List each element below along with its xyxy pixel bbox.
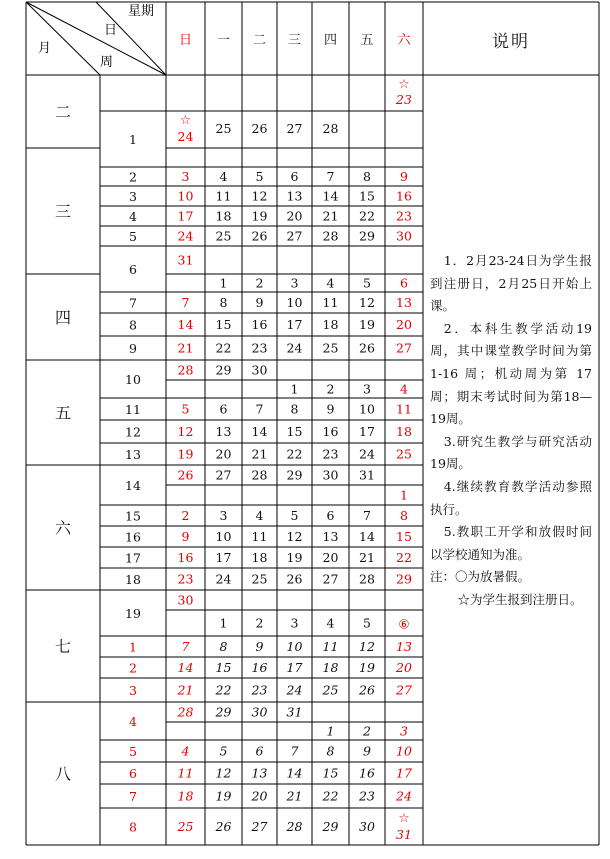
day-cell: 1 <box>400 487 408 503</box>
day-cell: 28 <box>177 362 194 378</box>
week-number: 6 <box>129 262 137 277</box>
day-cell: 12 <box>251 188 268 204</box>
day-cell: 3 <box>181 169 190 184</box>
day-cell: 26 <box>177 467 194 483</box>
day-cell: 2 <box>326 381 335 397</box>
week-number: 6 <box>129 766 137 781</box>
day-cell: 15 <box>396 529 412 544</box>
day-cell: 15 <box>286 424 303 439</box>
day-cell: 30 <box>396 228 412 244</box>
day-cell: 21 <box>359 550 375 565</box>
day-cell: 28 <box>322 121 339 136</box>
day-cell: 9 <box>400 169 408 184</box>
day-cell: 22 <box>322 788 339 804</box>
day-cell: 4 <box>181 743 190 759</box>
summer-vacation-circle-icon: ⑥ <box>398 616 410 632</box>
header-weekday-label: 星期 <box>128 4 155 19</box>
week-number: 17 <box>125 550 141 566</box>
header-diagonal-2 <box>26 2 100 75</box>
week-number: 18 <box>125 572 141 587</box>
month-label: 五 <box>54 403 72 423</box>
month-label: 八 <box>54 764 72 784</box>
day-cell: 15 <box>215 317 232 332</box>
week-number: 2 <box>129 169 137 185</box>
day-cell: 12 <box>359 639 375 654</box>
week-number: 14 <box>125 478 141 493</box>
day-cell: 3 <box>400 723 408 739</box>
day-cell: 15 <box>359 188 375 204</box>
day-cell: 7 <box>326 169 335 184</box>
day-cell: 21 <box>286 788 303 804</box>
day-cell: 23 <box>322 446 339 462</box>
day-cell: 5 <box>219 743 228 759</box>
day-cell: 10 <box>177 188 194 204</box>
day-cell: 20 <box>322 550 339 565</box>
day-cell: 19 <box>359 317 375 332</box>
day-cell: 27 <box>396 682 412 698</box>
day-cell: 24 <box>177 228 194 244</box>
day-cell: 12 <box>215 765 232 781</box>
day-cell: 6 <box>255 743 264 759</box>
day-cell: 16 <box>359 765 375 781</box>
note-item: ☆为学生报到注册日。 <box>457 591 583 607</box>
day-cell: 23 <box>251 340 268 356</box>
day-cell: 4 <box>400 381 408 397</box>
day-cell: 18 <box>322 660 339 675</box>
day-cell: 5 <box>290 508 299 523</box>
week-number: 7 <box>129 295 137 311</box>
day-cell: 27 <box>286 228 303 244</box>
month-label: 七 <box>54 637 72 656</box>
note-item: 3.研究生教学与研究活动19周。 <box>430 433 592 472</box>
day-cell: 27 <box>322 571 339 587</box>
day-cell: 24 <box>286 340 303 356</box>
day-cell: 18 <box>322 317 339 332</box>
day-cell: 8 <box>326 743 335 759</box>
week-number: 12 <box>125 424 141 440</box>
day-cell: 16 <box>177 550 194 565</box>
day-cell: 7 <box>181 295 190 310</box>
week-number: 4 <box>129 209 137 224</box>
week-number: 7 <box>129 789 137 804</box>
notes-panel <box>430 250 592 612</box>
day-cell: 9 <box>326 401 335 417</box>
day-cell: 13 <box>215 424 232 439</box>
calendar-cells <box>125 76 412 842</box>
day-cell: 31 <box>286 704 303 720</box>
weekday-header: 一 <box>216 33 231 48</box>
weekday-header: 四 <box>323 33 338 48</box>
day-cell: 21 <box>177 682 194 698</box>
day-cell: 13 <box>396 639 412 654</box>
day-cell: 28 <box>286 819 303 834</box>
day-cell: 14 <box>251 424 268 439</box>
day-cell: 24 <box>215 571 232 587</box>
day-cell: 2 <box>363 723 371 739</box>
day-cell: 2 <box>255 615 264 631</box>
week-number: 5 <box>129 744 137 759</box>
day-cell: 3 <box>290 275 299 291</box>
day-cell: 3 <box>290 615 299 631</box>
weekday-header: 三 <box>287 33 302 48</box>
day-cell: 22 <box>286 446 303 462</box>
day-cell: 7 <box>255 401 264 417</box>
day-cell: 19 <box>215 788 232 804</box>
day-cell: 6 <box>400 275 408 291</box>
notes-title: 说明 <box>492 32 530 52</box>
day-cell: 10 <box>215 529 232 544</box>
day-cell: 14 <box>286 765 303 781</box>
day-cell: 12 <box>359 295 375 310</box>
day-cell: 25 <box>177 819 194 834</box>
day-cell: 31 <box>177 252 194 268</box>
day-cell: 19 <box>177 446 194 462</box>
day-cell: 12 <box>177 424 194 439</box>
day-cell: 16 <box>322 424 339 439</box>
week-number: 2 <box>129 660 137 676</box>
week-number: 5 <box>129 229 137 244</box>
day-cell: 11 <box>322 295 339 310</box>
day-cell: 26 <box>215 819 232 834</box>
note-item: 4.继续教育教学活动参照执行。 <box>430 478 592 517</box>
day-cell: 19 <box>251 208 268 224</box>
registration-star-icon: ☆ <box>179 112 192 127</box>
day-cell: 11 <box>177 765 194 781</box>
weekday-headers <box>179 33 412 48</box>
week-number: 13 <box>125 447 141 462</box>
day-cell: 15 <box>322 765 339 781</box>
week-number: 16 <box>125 529 141 545</box>
day-cell: 22 <box>396 550 412 565</box>
weekday-header: 日 <box>178 33 193 48</box>
day-cell: 31 <box>359 467 375 483</box>
day-cell: 14 <box>177 660 194 675</box>
day-cell: 10 <box>286 295 303 310</box>
day-cell: 26 <box>359 682 375 698</box>
day-cell: 4 <box>219 169 228 184</box>
day-cell: 23 <box>396 208 412 224</box>
day-cell: 26 <box>251 228 268 244</box>
day-cell: 8 <box>400 508 408 523</box>
week-number: 11 <box>125 402 141 417</box>
week-number: 8 <box>129 317 137 333</box>
day-cell: 16 <box>251 317 268 332</box>
day-cell: 20 <box>396 660 412 675</box>
day-cell: 27 <box>396 340 412 356</box>
day-cell: 13 <box>286 188 303 204</box>
header-week-label: 周 <box>100 55 114 70</box>
note-item: 注：〇为放暑假。 <box>430 569 531 585</box>
day-cell: 28 <box>177 704 194 720</box>
day-cell: 17 <box>396 765 412 781</box>
note-item: 2．本科生教学活动19周，其中课堂教学时间为第 1-16 周；机动周为第 17 周；期末考试时间为第18—19周。 <box>430 320 592 427</box>
day-cell: 5 <box>181 401 190 417</box>
day-cell: 30 <box>251 704 268 720</box>
week-number: 9 <box>129 341 137 356</box>
day-cell: 9 <box>255 295 264 310</box>
day-cell: 4 <box>326 615 335 631</box>
weekday-header: 二 <box>252 33 267 48</box>
day-cell: 29 <box>322 819 339 834</box>
day-cell: 10 <box>396 743 412 759</box>
day-cell: 29 <box>286 467 303 483</box>
day-cell: 17 <box>177 208 194 224</box>
day-cell: 27 <box>215 467 232 483</box>
day-cell: 20 <box>251 788 268 804</box>
day-cell: 18 <box>251 550 268 565</box>
day-cell: 4 <box>255 508 264 523</box>
day-cell: 31 <box>396 827 412 842</box>
day-cell: 20 <box>396 317 412 332</box>
month-label: 四 <box>54 308 72 327</box>
day-cell: 1 <box>290 381 299 397</box>
month-label: 二 <box>54 102 72 122</box>
day-cell: 1 <box>219 275 228 291</box>
day-cell: 26 <box>359 340 375 356</box>
month-label: 六 <box>54 518 72 538</box>
day-cell: 30 <box>322 467 339 483</box>
day-cell: 19 <box>286 550 303 565</box>
day-cell: 14 <box>322 188 339 204</box>
day-cell: 3 <box>219 508 228 523</box>
weekday-header: 六 <box>397 33 411 48</box>
week-number: 19 <box>125 606 141 621</box>
day-cell: 28 <box>251 467 268 483</box>
day-cell: 23 <box>359 788 375 804</box>
note-item: 5.教职工开学和放假时间以学校通知为准。 <box>430 524 592 562</box>
day-cell: 25 <box>215 121 232 136</box>
day-cell: 18 <box>177 788 194 804</box>
day-cell: 29 <box>359 228 375 244</box>
day-cell: 21 <box>251 446 268 462</box>
week-number: 1 <box>129 132 137 147</box>
day-cell: 2 <box>181 508 190 523</box>
day-cell: 30 <box>359 819 375 834</box>
day-cell: 24 <box>359 446 375 462</box>
week-number: 3 <box>129 189 137 204</box>
day-cell: 30 <box>251 362 268 378</box>
day-cell: 28 <box>359 571 375 587</box>
table-header <box>26 2 166 75</box>
day-cell: 7 <box>363 508 371 523</box>
day-cell: 9 <box>255 639 264 654</box>
day-cell: 6 <box>290 169 299 184</box>
day-cell: 29 <box>396 571 412 587</box>
day-cell: 22 <box>359 208 375 224</box>
month-label: 三 <box>54 202 72 221</box>
week-number: 4 <box>129 714 137 729</box>
day-cell: 27 <box>251 819 268 834</box>
day-cell: 13 <box>251 765 268 781</box>
day-cell: 8 <box>290 401 299 417</box>
day-cell: 18 <box>215 208 232 224</box>
day-cell: 13 <box>322 529 339 544</box>
day-cell: 14 <box>359 529 375 544</box>
day-cell: 25 <box>251 571 268 587</box>
week-number: 15 <box>125 508 141 524</box>
note-item: 1．2月23-24日为学生报到注册日，2月25日开始上课。 <box>430 253 592 314</box>
day-cell: 18 <box>396 424 412 439</box>
day-cell: 11 <box>396 401 412 417</box>
day-cell: 9 <box>363 743 371 759</box>
day-cell: 23 <box>251 682 268 698</box>
day-cell: 5 <box>255 169 264 184</box>
day-cell: 9 <box>181 529 190 544</box>
day-cell: 11 <box>215 188 232 204</box>
header-day-label: 日 <box>104 23 118 38</box>
day-cell: 19 <box>359 660 375 675</box>
day-cell: 6 <box>219 401 228 417</box>
day-cell: 11 <box>251 529 268 544</box>
day-cell: 1 <box>219 615 228 631</box>
day-cell: 13 <box>396 295 412 310</box>
day-cell: 8 <box>219 295 228 310</box>
day-cell: 17 <box>286 317 303 332</box>
day-cell: 28 <box>322 228 339 244</box>
day-cell: 16 <box>396 188 412 204</box>
day-cell: 24 <box>396 788 412 804</box>
day-cell: 8 <box>363 169 371 184</box>
day-cell: 6 <box>326 508 335 523</box>
day-cell: 1 <box>326 723 335 739</box>
day-cell: 14 <box>177 317 194 332</box>
day-cell: 21 <box>177 340 194 356</box>
day-cell: 17 <box>286 660 303 675</box>
registration-star-icon: ☆ <box>398 810 410 825</box>
weekday-header: 五 <box>360 33 374 48</box>
day-cell: 16 <box>251 660 268 675</box>
day-cell: 20 <box>286 208 303 224</box>
day-cell: 27 <box>286 121 303 136</box>
month-labels <box>55 103 72 784</box>
day-cell: 17 <box>359 424 375 439</box>
day-cell: 21 <box>322 208 339 224</box>
day-cell: 22 <box>215 682 232 698</box>
day-cell: 29 <box>215 362 232 378</box>
day-cell: 10 <box>359 401 375 417</box>
day-cell: 29 <box>215 704 232 720</box>
day-cell: 12 <box>286 529 303 544</box>
header-month-label: 月 <box>38 41 52 56</box>
day-cell: 7 <box>290 743 299 759</box>
day-cell: 11 <box>322 639 339 654</box>
day-cell: 8 <box>219 639 228 654</box>
day-cell: 25 <box>396 446 412 462</box>
day-cell: 23 <box>396 92 412 107</box>
day-cell: 24 <box>286 682 303 698</box>
day-cell: 7 <box>181 639 190 654</box>
day-cell: 17 <box>215 550 232 565</box>
day-cell: 2 <box>255 275 264 291</box>
day-cell: 4 <box>326 275 335 291</box>
day-cell: 3 <box>363 381 371 397</box>
day-cell: 10 <box>286 639 303 654</box>
day-cell: 24 <box>177 129 194 144</box>
day-cell: 25 <box>322 682 339 698</box>
day-cell: 25 <box>322 340 339 356</box>
day-cell: 5 <box>363 275 371 291</box>
day-cell: 23 <box>177 571 194 587</box>
registration-star-icon: ☆ <box>398 76 410 91</box>
day-cell: 20 <box>215 446 232 462</box>
week-number: 3 <box>129 683 137 698</box>
day-cell: 26 <box>251 121 268 136</box>
day-cell: 25 <box>215 228 232 244</box>
week-number: 1 <box>129 639 137 655</box>
day-cell: 5 <box>363 615 371 631</box>
day-cell: 22 <box>215 340 232 356</box>
day-cell: 26 <box>286 571 303 587</box>
day-cell: 30 <box>177 592 194 608</box>
day-cell: 15 <box>215 660 232 675</box>
week-number: 10 <box>125 372 141 387</box>
week-number: 8 <box>129 819 137 835</box>
